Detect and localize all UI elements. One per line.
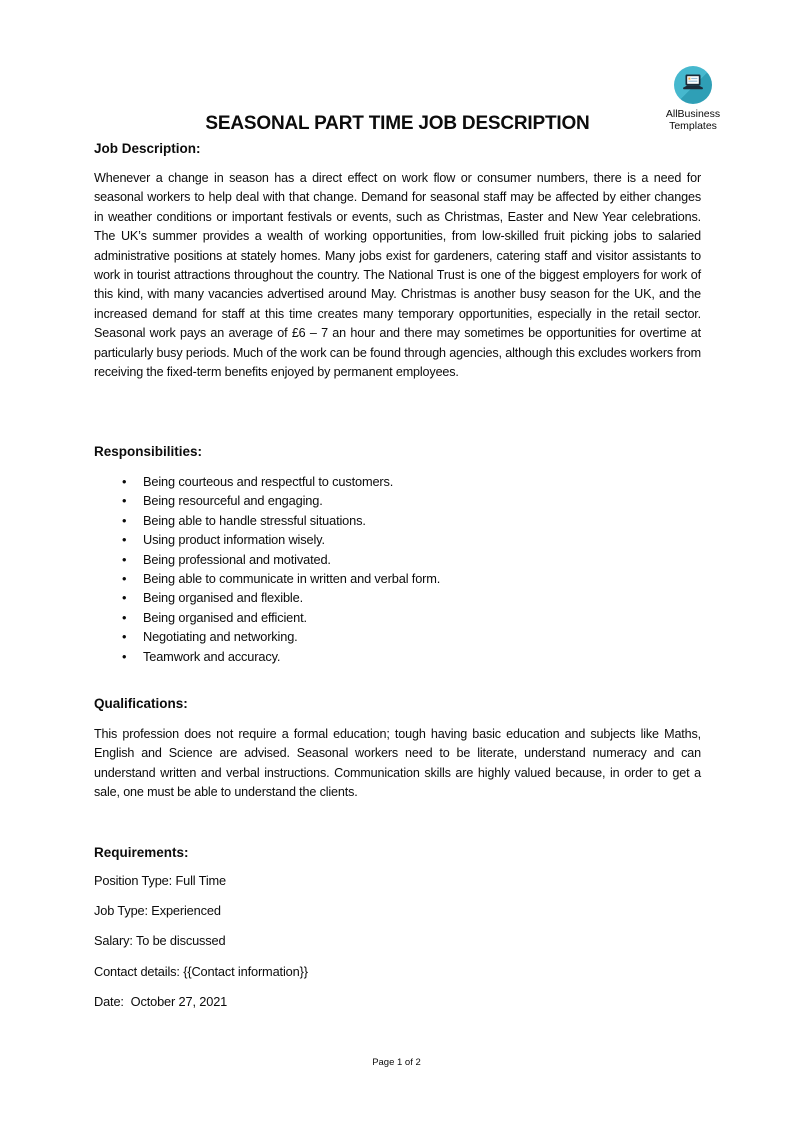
requirement-line: Contact details: {{Contact information}} — [94, 963, 308, 979]
job-description-heading: Job Description: — [94, 141, 201, 156]
requirement-line: Job Type: Experienced — [94, 903, 221, 919]
logo-text-line1: AllBusiness — [665, 108, 721, 120]
job-description-body: Whenever a change in season has a direct effect on work flow or consumer numbers, there is a need for seasonal workers to help deal with that change. Demand for seasonal staff may be affected by either changes in weather conditions or important festivals or events, such as Christmas, Easter and New Year celebrations. The UK’s summer provides a wealth of working opportunities, from low-skilled fruit picking jobs to salaried administrative positions at stately homes. Many jobs exist for gardeners, catering staff and visitor assistants to work in tourist attractions throughout the country. The National Trust is one of the biggest employers for work of this kind, with many vacancies advertised around May. Christmas is another busy season for the UK, and the increased demand for staff at this time creates many temporary opportunities, especially in the retail sector. Seasonal work pays an average of £6 – 7 an hour and there may sometimes be opportunities for overtime at particularly busy periods. Much of the work can be found through agencies, although this excludes workers from receiving the fixed-term benefits enjoyed by permanent employees. — [94, 171, 701, 380]
responsibilities-list — [94, 472, 750, 666]
qualifications-heading: Qualifications: — [94, 696, 188, 711]
responsibility-item: • Teamwork and accuracy. — [143, 647, 750, 666]
requirements-lines — [94, 874, 701, 1025]
responsibility-item: • Negotiating and networking. — [143, 627, 750, 646]
requirement-line: Salary: To be discussed — [94, 933, 226, 949]
requirements-heading: Requirements: — [94, 845, 189, 860]
responsibilities-heading: Responsibilities: — [94, 444, 203, 459]
responsibility-item: • Being organised and efficient. — [143, 608, 750, 627]
logo-circle — [674, 66, 712, 104]
responsibility-item: • Being organised and flexible. — [143, 588, 750, 607]
qualifications-body: This profession does not require a formal education; tough having basic education and subjects like Maths, English and Science are advised. Seasonal workers need to be literate, understand numeracy and can understand written and verbal instructions. Communication skills are highly valued because, in order to get a sale, one must be able to understand the clients. — [94, 727, 701, 800]
page-number-footer: Page 1 of 2 — [372, 1057, 421, 1068]
responsibility-item: • Being able to communicate in written and verbal form. — [143, 569, 750, 588]
page-title: SEASONAL PART TIME JOB DESCRIPTION — [205, 113, 590, 134]
responsibility-item: • Being able to handle stressful situations. — [143, 511, 750, 530]
responsibility-item: • Being professional and motivated. — [143, 550, 750, 569]
requirement-line: Position Type: Full Time — [94, 873, 227, 888]
responsibility-item: • Using product information wisely. — [143, 530, 750, 549]
logo-text-line2: Templates — [669, 119, 717, 132]
responsibility-item: • Being courteous and respectful to customers. — [143, 472, 750, 491]
responsibility-item: • Being resourceful and engaging. — [143, 491, 750, 510]
requirement-line: Date: October 27, 2021 — [94, 993, 228, 1009]
laptop-icon — [681, 73, 705, 98]
